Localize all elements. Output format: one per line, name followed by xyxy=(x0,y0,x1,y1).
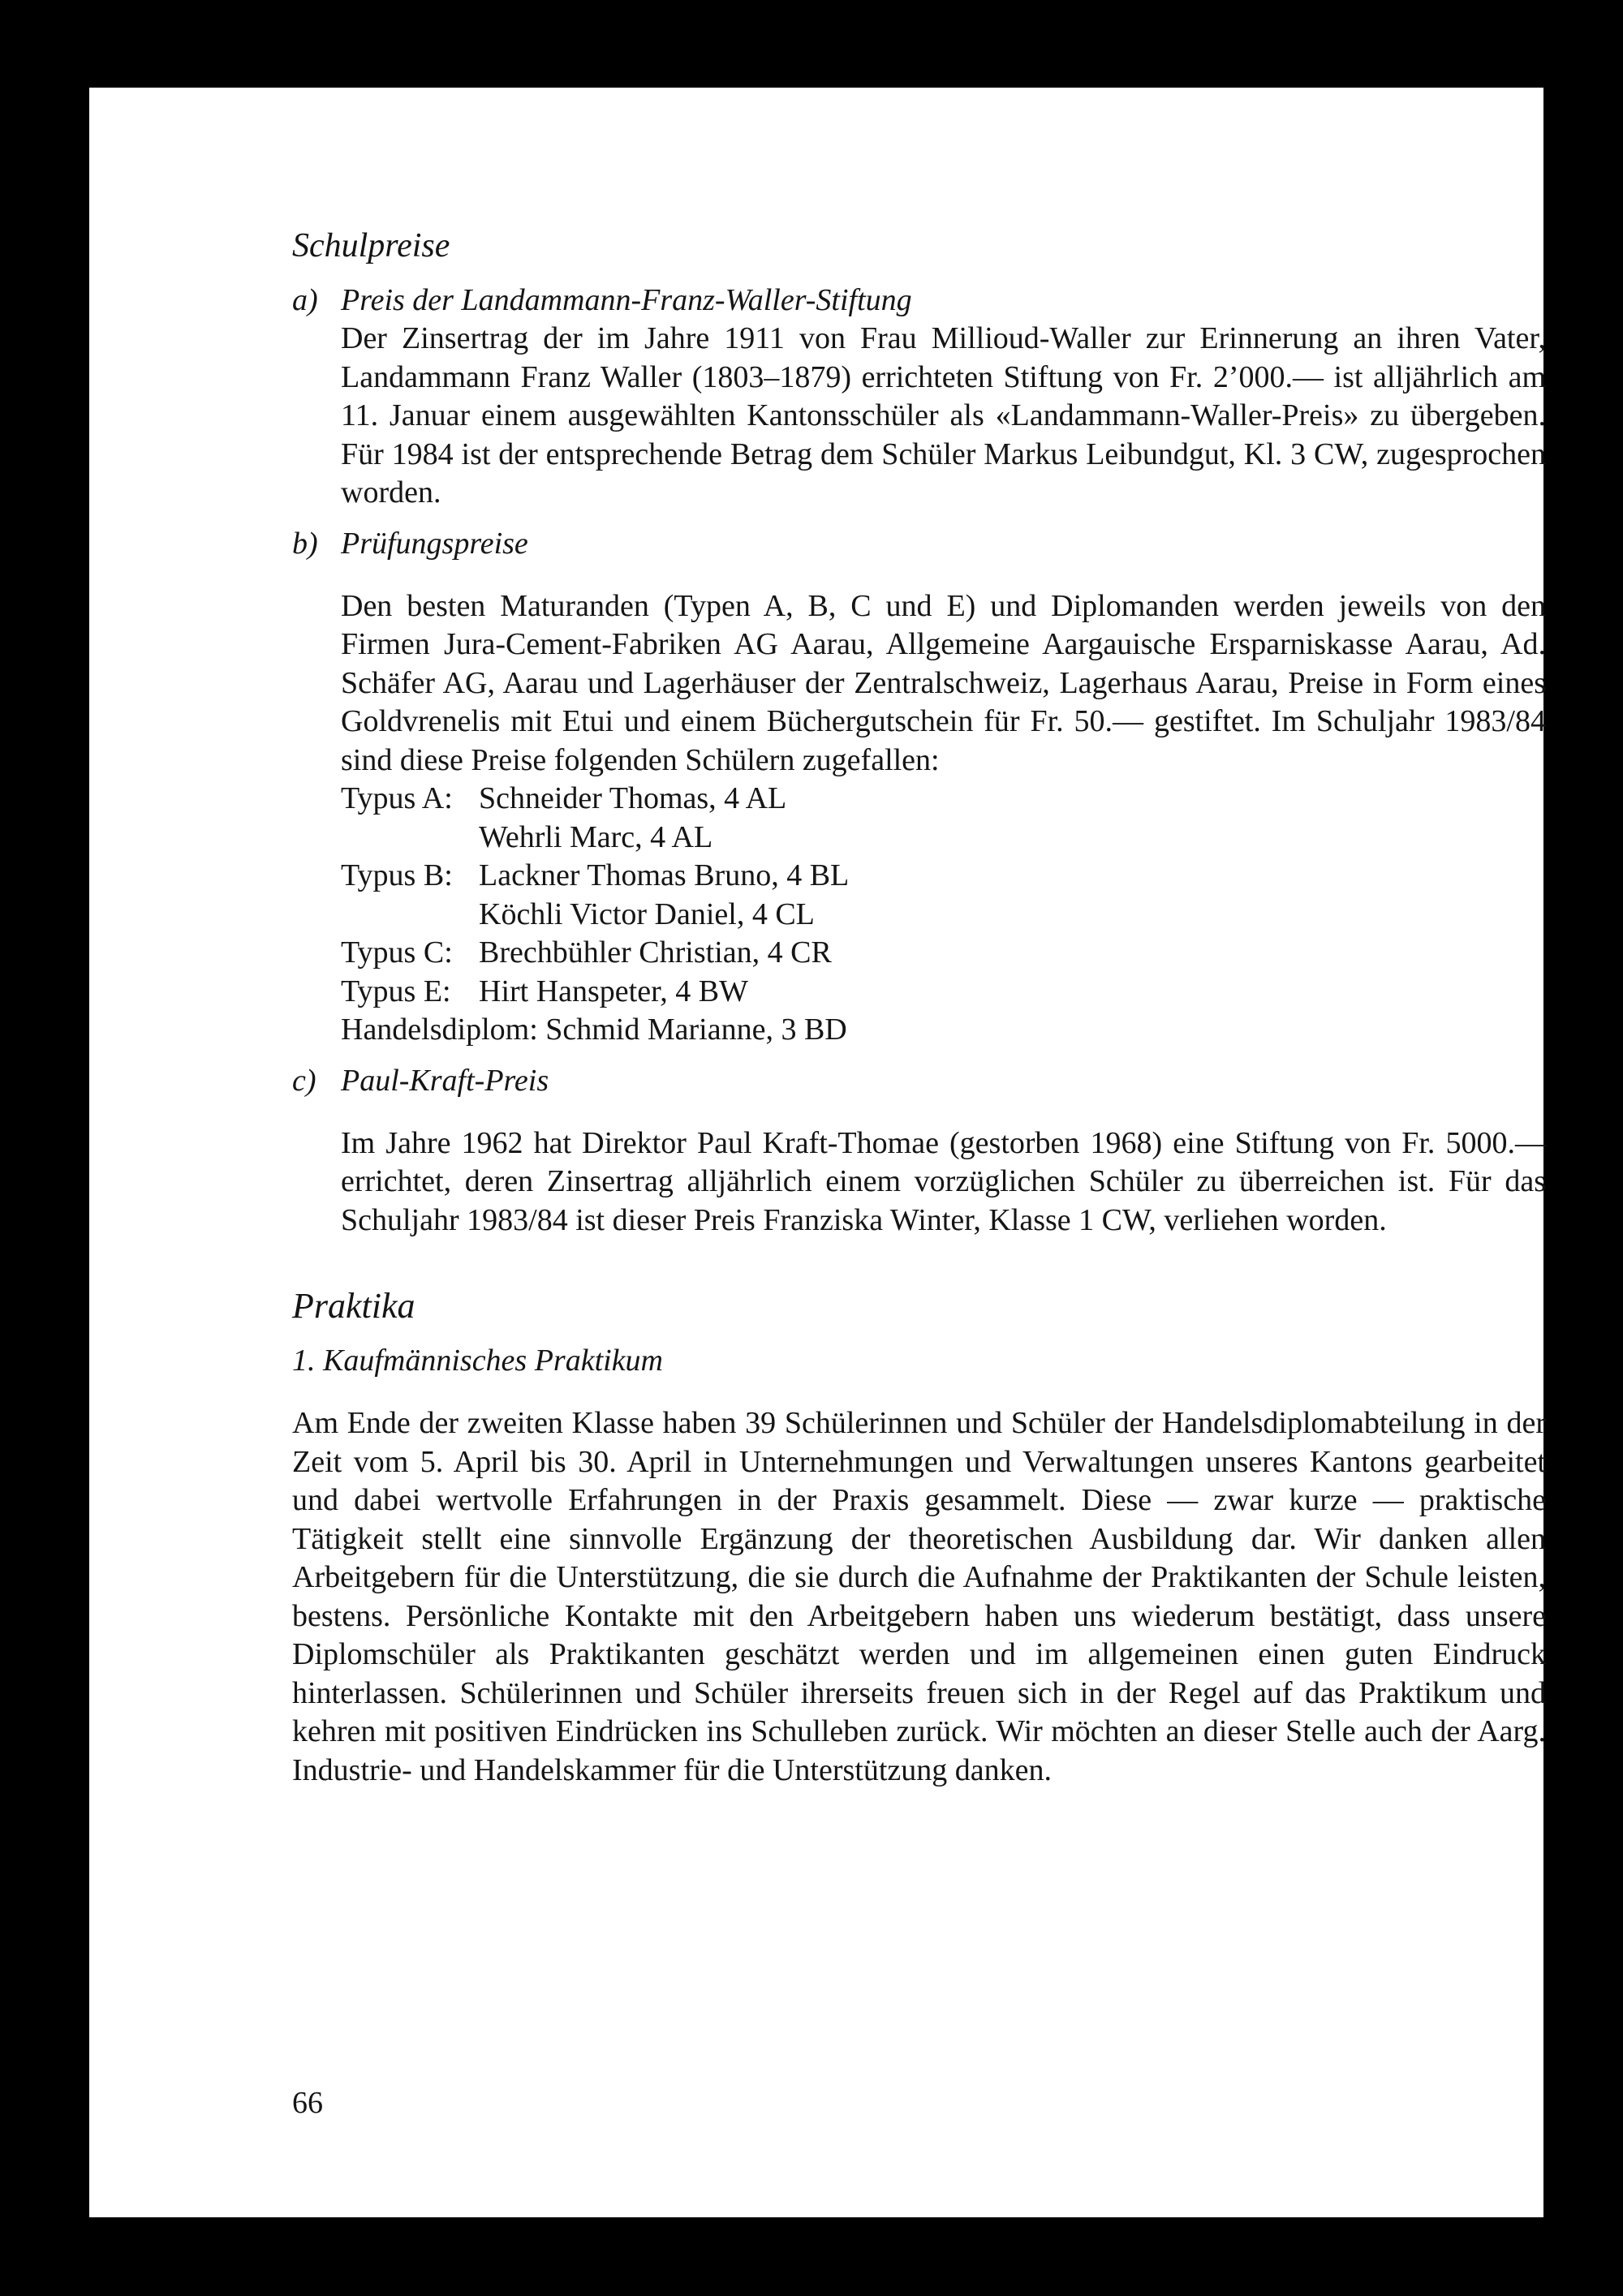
winner-name: Lackner Thomas Bruno, 4 BL xyxy=(479,858,850,892)
prize-description: Im Jahre 1962 hat Direktor Paul Kraft-Thomae (gestorben 1968) eine Stiftung von Fr. 5000.— errichtet, deren Zinsertrag alljährlich einem vorzüglichen Schüler zu überreichen ist. Für das Schuljahr 1983/84 ist dieser Preis Franziska Winter, Klasse 1 CW, verliehen worden. xyxy=(341,1125,1546,1237)
prize-description: Den besten Maturanden (Typen A, B, C und E) und Diplomanden werden jeweils von den Firmen Jura-Cement-Fabriken AG Aarau, Allgemeine Aargauische Ersparniskasse Aarau, Ad. Schäfer AG, Aarau und Lagerhäuser der Zentralschweiz, Lagerhaus Aarau, Preise in Form eines Goldvrenelis mit Etui und einem Büchergutschein für Fr. 50.— gestiftet. Im Schuljahr 1983/84 sind diese Preise folgenden Schülern zugefallen: xyxy=(341,588,1546,777)
praktikum-paragraph: Am Ende der zweiten Klasse haben 39 Schülerinnen und Schüler der Handelsdiplomabteilung in der Zeit vom 5. April bis 30. April in Unternehmungen und Verwaltungen unseres Kantons gearbeitet und dabei wertvolle Erfahrungen in der Praxis gesammelt. Diese — zwar kurze — praktische Tätigkeit stellt eine sinnvolle Ergänzung der theoretischen Ausbildung dar. Wir danken allen Arbeitgebern für die Unterstützung, die sie durch die Aufnahme der Praktikanten der Schule leisten, bestens. Persönliche Kontakte mit den Arbeitgebern haben uns wiederum bestätigt, dass unsere Diplomschüler als Praktikanten geschätzt werden und im allgemeinen einen guten Eindruck hinterlassen. Schülerinnen und Schüler ihrerseits freuen sich in der Regel auf das Praktikum und kehren mit positiven Eindrücken ins Schulleben zurück. Wir möchten an dieser Stelle auch der Aarg. Industrie- und Handelskammer für die Unterstützung danken. xyxy=(292,1406,1546,1787)
type-label: Typus C: xyxy=(341,935,453,970)
section-letter: b) xyxy=(292,526,318,561)
list-item xyxy=(341,857,1546,896)
type-label xyxy=(341,819,479,858)
list-item xyxy=(341,780,1546,819)
winner-name: Schneider Thomas, 4 AL xyxy=(479,781,787,815)
handelsdiplom-winner: Handelsdiplom: Schmid Marianne, 3 BD xyxy=(341,1013,847,1047)
prize-section-a xyxy=(292,281,1546,513)
type-label: Typus A: xyxy=(341,781,453,815)
prize-title: Preis der Landammann-Franz-Waller-Stiftung xyxy=(341,283,912,317)
type-label: Typus B: xyxy=(341,858,453,892)
list-item xyxy=(341,819,1546,858)
subsection-heading: 1. Kaufmännisches Praktikum xyxy=(292,1344,664,1378)
section-letter: c) xyxy=(292,1063,316,1098)
prize-description: Der Zinsertrag der im Jahre 1911 von Frau Millioud-Waller zur Erinnerung an ihren Vater, Landammann Franz Waller (1803–1879) errichteten Stiftung von Fr. 2’000.— ist alljährlich am 11. Januar einem ausgewählten Kantonsschüler als «Landammann-Waller-Preis» zu übergeben. Für 1984 ist der entsprechende Betrag dem Schüler Markus Leibundgut, Kl. 3 CW, zugesprochen worden. xyxy=(341,321,1546,510)
prize-section-c xyxy=(292,1061,1546,1240)
prize-title: Paul-Kraft-Preis xyxy=(341,1063,549,1098)
section-heading-schulpreise: Schulpreise xyxy=(292,227,450,264)
type-label: Typus E: xyxy=(341,974,451,1008)
page-number: 66 xyxy=(292,2086,323,2120)
document-page xyxy=(89,88,1546,2217)
prize-section-b xyxy=(292,524,1546,1050)
type-label xyxy=(341,896,479,935)
list-item xyxy=(341,934,1546,973)
page-content xyxy=(292,224,1546,1790)
prize-title: Prüfungspreise xyxy=(341,526,528,561)
winner-name: Köchli Victor Daniel, 4 CL xyxy=(479,896,815,931)
list-item xyxy=(341,896,1546,935)
section-heading-praktika: Praktika xyxy=(292,1286,415,1326)
winners-list xyxy=(341,780,1546,1050)
list-item xyxy=(341,973,1546,1012)
section-letter: a) xyxy=(292,283,318,317)
list-item-handelsdiplom xyxy=(341,1011,1546,1050)
winner-name: Hirt Hanspeter, 4 BW xyxy=(479,974,748,1008)
winner-name: Wehrli Marc, 4 AL xyxy=(479,819,713,854)
winner-name: Brechbühler Christian, 4 CR xyxy=(479,935,832,970)
